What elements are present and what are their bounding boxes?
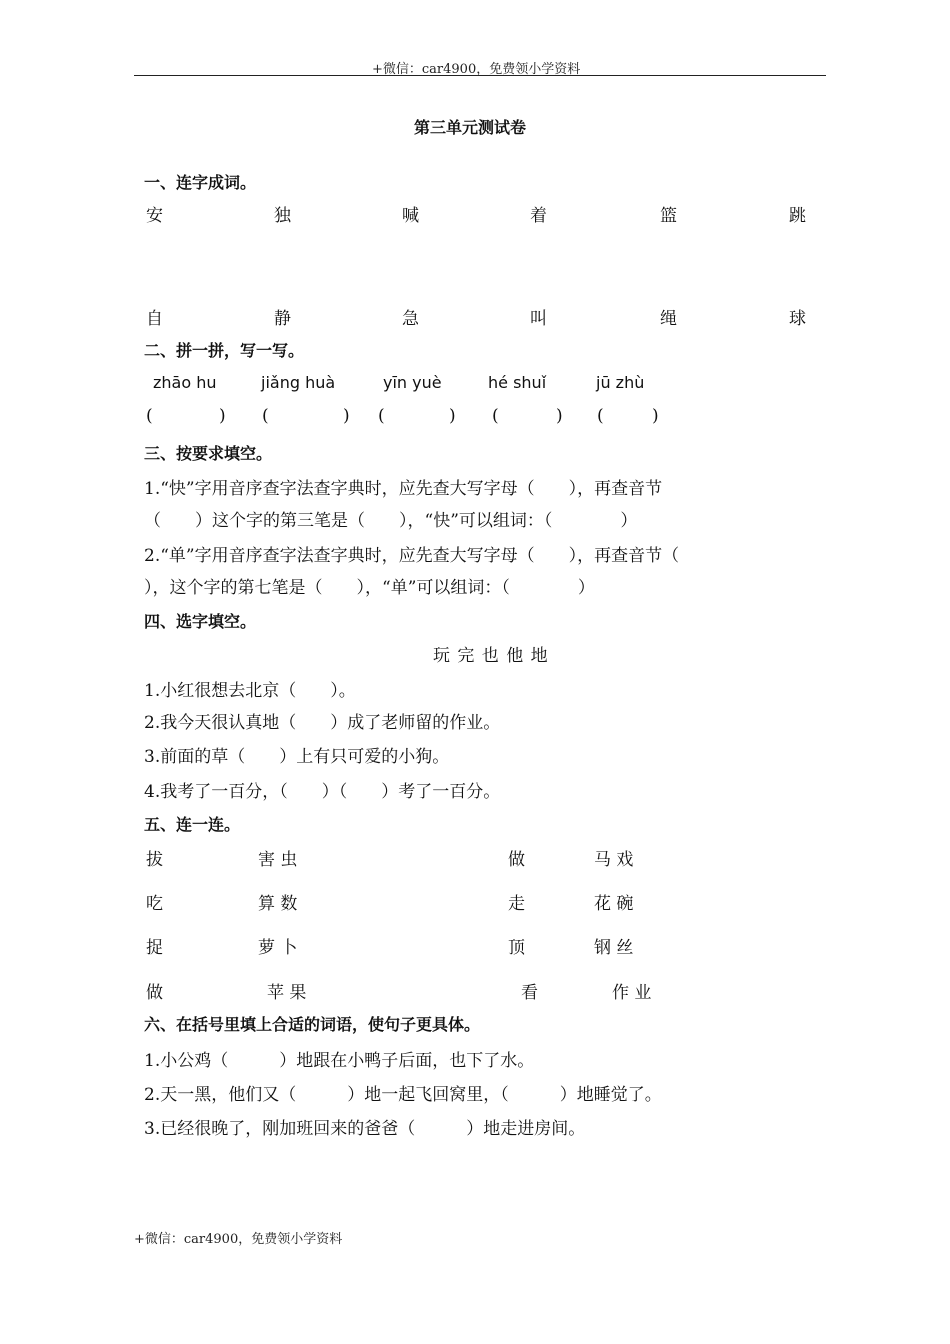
word-char: 急	[402, 309, 419, 329]
answer-paren: )	[556, 406, 563, 426]
word-char: 球	[789, 309, 806, 329]
question-line: 3.已经很晚了，刚加班回来的爸爸（ ）地走进房间。	[144, 1119, 586, 1139]
word-char: 绳	[660, 309, 677, 329]
match-item: 走	[508, 894, 525, 914]
match-item: 苹 果	[267, 983, 307, 1003]
answer-paren: )	[343, 406, 350, 426]
word-char: 叫	[530, 309, 547, 329]
match-item: 钢 丝	[594, 938, 634, 958]
answer-paren: (	[378, 406, 385, 426]
question-line: 1.小公鸡（ ）地跟在小鸭子后面，也下了水。	[144, 1051, 535, 1071]
word-char: 独	[274, 206, 291, 226]
match-item: 看	[521, 983, 538, 1003]
page-header: +微信：car4900，免费领小学资料	[372, 62, 581, 77]
page-title: 第三单元测试卷	[414, 118, 527, 137]
match-item: 拔	[146, 850, 163, 870]
answer-paren: )	[449, 406, 456, 426]
match-item: 萝 卜	[258, 938, 298, 958]
section-6-heading: 六、在括号里填上合适的词语，使句子更具体。	[144, 1015, 481, 1034]
match-item: 做	[508, 850, 525, 870]
question-line: 4.我考了一百分，（ ）（ ）考了一百分。	[144, 782, 501, 802]
word-char: 篮	[660, 206, 677, 226]
question-line: ），这个字的第七笔是（ ），“单”可以组词：（ ）	[144, 578, 595, 598]
section-3-heading: 三、按要求填空。	[144, 444, 273, 463]
pinyin-item: hé shuǐ	[488, 373, 547, 392]
answer-paren: (	[597, 406, 604, 426]
section-4-heading: 四、选字填空。	[144, 612, 257, 631]
word-char: 着	[530, 206, 547, 226]
question-line: 1.“快”字用音序查字法查字典时，应先查大写字母（ ），再查音节	[144, 479, 663, 499]
question-line: 2.天一黑，他们又（ ）地一起飞回窝里，（ ）地睡觉了。	[144, 1085, 662, 1105]
section-1-heading: 一、连字成词。	[144, 173, 257, 192]
match-item: 顶	[508, 938, 525, 958]
answer-paren: )	[652, 406, 659, 426]
answer-paren: (	[146, 406, 153, 426]
pinyin-item: yīn yuè	[383, 373, 442, 392]
match-item: 作 业	[612, 983, 652, 1003]
match-item: 马 戏	[594, 850, 634, 870]
question-line: 3.前面的草（ ）上有只可爱的小狗。	[144, 747, 450, 767]
page-footer: +微信：car4900，免费领小学资料	[134, 1232, 343, 1247]
match-item: 算 数	[258, 894, 298, 914]
question-line: 1.小红很想去北京（ ）。	[144, 681, 356, 701]
header-rule	[134, 75, 826, 76]
word-char: 自	[146, 309, 163, 329]
answer-paren: )	[219, 406, 226, 426]
answer-paren: (	[492, 406, 499, 426]
match-item: 捉	[146, 938, 163, 958]
match-item: 吃	[146, 894, 163, 914]
question-line: （ ）这个字的第三笔是（ ），“快”可以组词：（ ）	[144, 511, 638, 531]
word-char: 安	[146, 206, 163, 226]
question-line: 2.我今天很认真地（ ）成了老师留的作业。	[144, 713, 501, 733]
question-line: 2.“单”字用音序查字法查字典时，应先查大写字母（ ），再查音节（	[144, 546, 680, 566]
section-5-heading: 五、连一连。	[144, 815, 241, 834]
pinyin-item: zhāo hu	[153, 373, 217, 392]
match-item: 花 碗	[594, 894, 634, 914]
word-char: 跳	[789, 206, 806, 226]
match-item: 做	[146, 983, 163, 1003]
match-item: 害 虫	[258, 850, 298, 870]
pinyin-item: jū zhù	[596, 373, 645, 392]
word-char: 静	[274, 309, 291, 329]
word-char: 喊	[402, 206, 419, 226]
pinyin-item: jiǎng huà	[261, 373, 336, 392]
answer-paren: (	[262, 406, 269, 426]
section-2-heading: 二、拼一拼，写一写。	[144, 341, 305, 360]
word-options: 玩 完 也 他 地	[433, 646, 549, 666]
